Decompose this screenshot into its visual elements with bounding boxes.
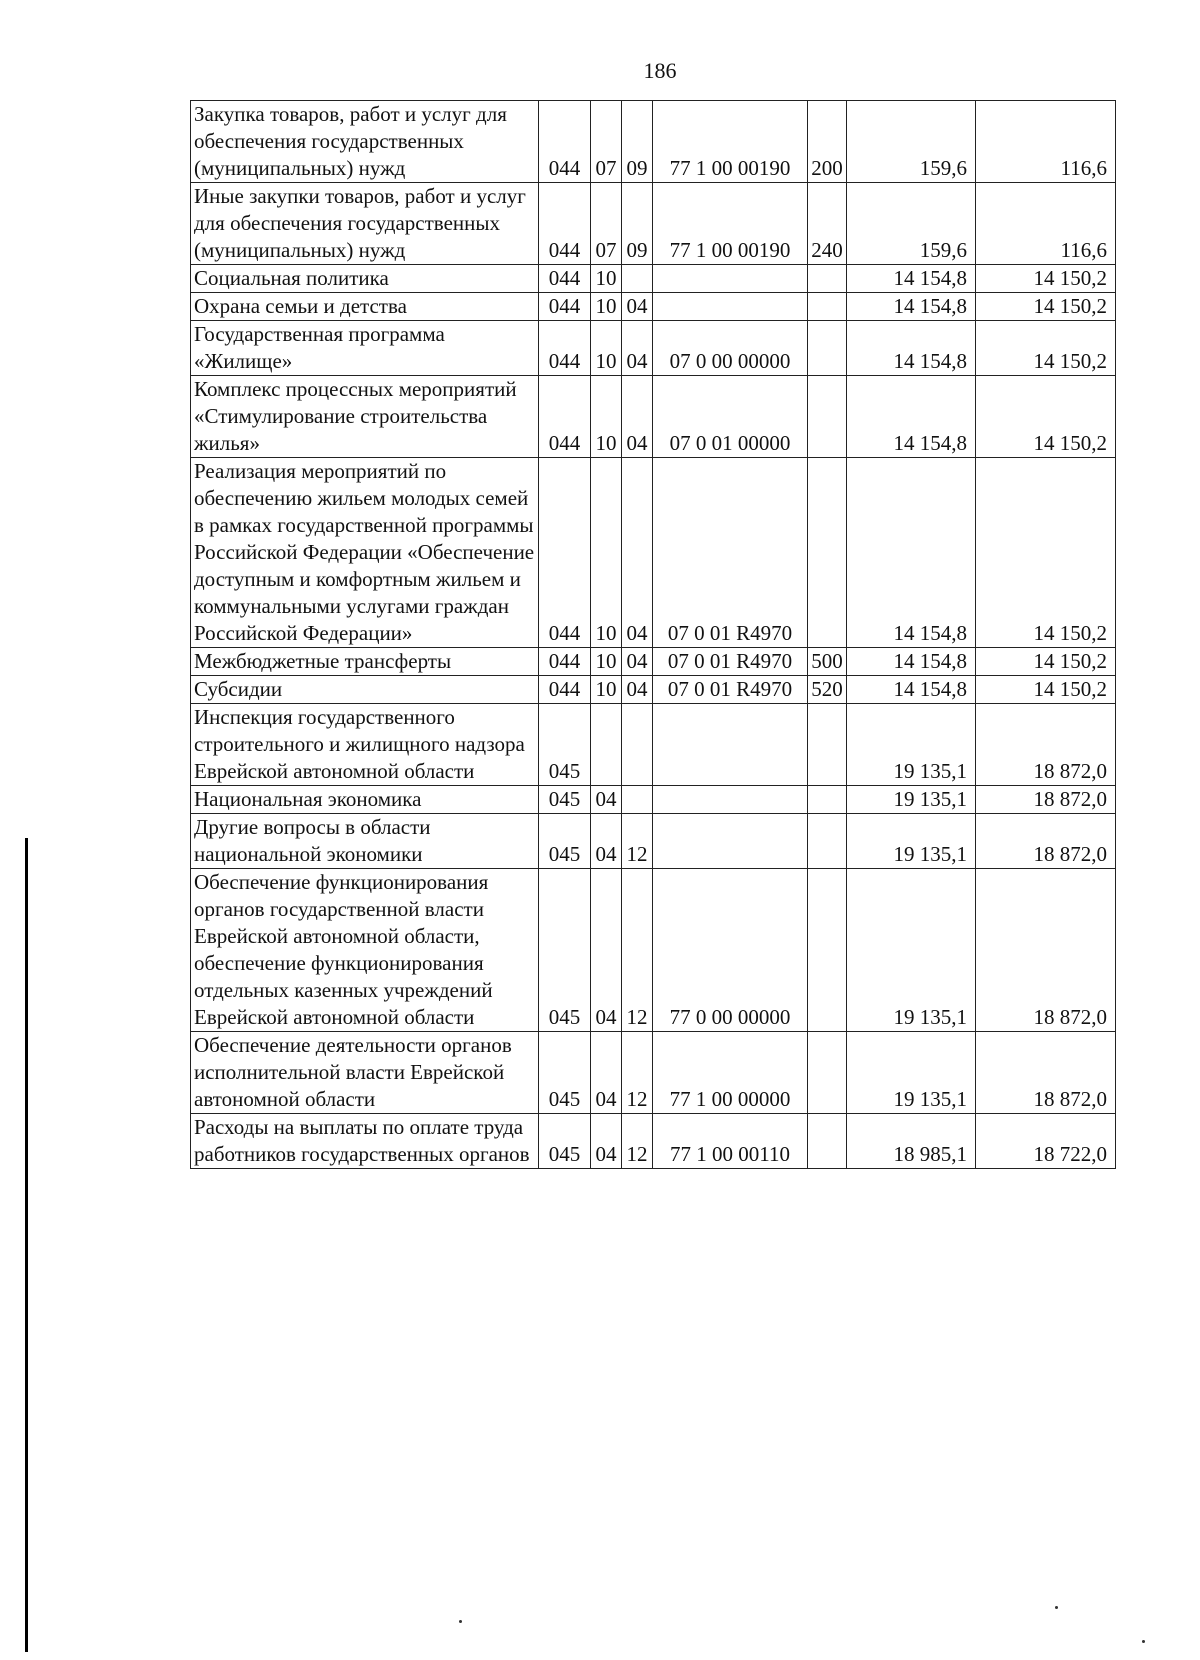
- row-code-cell: 044: [539, 321, 591, 376]
- row-target-article-cell: 07 0 01 R4970: [653, 648, 808, 676]
- row-subsection-cell: 04: [622, 648, 653, 676]
- row-name-cell: Иные закупки товаров, работ и услуг для обеспечения государственных (муниципальных) нужд: [191, 183, 539, 265]
- row-name-cell: Расходы на выплаты по оплате труда работников государственных органов: [191, 1114, 539, 1169]
- row-target-article-cell: [653, 293, 808, 321]
- row-amount-1-cell: 18 985,1: [847, 1114, 976, 1169]
- row-section-cell: 10: [591, 376, 622, 458]
- row-amount-1-cell: 19 135,1: [847, 869, 976, 1032]
- row-name-cell: Реализация мероприятий по обеспечению жильем молодых семей в рамках государственной программы Российской Федерации «Обеспечение доступным и комфортным жильем и коммунальными услугами граждан Российской Федерации»: [191, 458, 539, 648]
- row-section-cell: 10: [591, 293, 622, 321]
- row-section-cell: 07: [591, 183, 622, 265]
- table-row: [191, 101, 1116, 183]
- table-row: [191, 786, 1116, 814]
- row-target-article-cell: 07 0 00 00000: [653, 321, 808, 376]
- row-expense-type-cell: 520: [808, 676, 847, 704]
- row-section-cell: 10: [591, 265, 622, 293]
- row-amount-2-cell: 14 150,2: [976, 376, 1116, 458]
- row-expense-type-cell: 200: [808, 101, 847, 183]
- row-name-cell: Социальная политика: [191, 265, 539, 293]
- row-code-cell: 045: [539, 1114, 591, 1169]
- row-amount-1-cell: 14 154,8: [847, 676, 976, 704]
- row-name-cell: Межбюджетные трансферты: [191, 648, 539, 676]
- row-section-cell: 10: [591, 676, 622, 704]
- row-section-cell: [591, 704, 622, 786]
- row-expense-type-cell: [808, 869, 847, 1032]
- row-amount-1-cell: 19 135,1: [847, 814, 976, 869]
- table-row: [191, 293, 1116, 321]
- row-amount-1-cell: 19 135,1: [847, 704, 976, 786]
- row-subsection-cell: 04: [622, 376, 653, 458]
- row-expense-type-cell: 240: [808, 183, 847, 265]
- row-subsection-cell: 12: [622, 1114, 653, 1169]
- row-section-cell: 10: [591, 321, 622, 376]
- row-code-cell: 045: [539, 869, 591, 1032]
- row-amount-2-cell: 14 150,2: [976, 321, 1116, 376]
- row-amount-2-cell: 14 150,2: [976, 458, 1116, 648]
- table-row: [191, 869, 1116, 1032]
- row-code-cell: 044: [539, 648, 591, 676]
- row-name-cell: Государственная программа «Жилище»: [191, 321, 539, 376]
- row-amount-1-cell: 19 135,1: [847, 786, 976, 814]
- row-subsection-cell: 09: [622, 101, 653, 183]
- table-row: [191, 321, 1116, 376]
- row-section-cell: 10: [591, 458, 622, 648]
- row-target-article-cell: 07 0 01 R4970: [653, 676, 808, 704]
- row-subsection-cell: [622, 265, 653, 293]
- row-target-article-cell: 07 0 01 R4970: [653, 458, 808, 648]
- row-section-cell: 04: [591, 1114, 622, 1169]
- table-row: [191, 458, 1116, 648]
- row-amount-1-cell: 19 135,1: [847, 1032, 976, 1114]
- row-section-cell: 10: [591, 648, 622, 676]
- row-target-article-cell: 77 1 00 00190: [653, 183, 808, 265]
- row-name-cell: Инспекция государственного строительного и жилищного надзора Еврейской автономной области: [191, 704, 539, 786]
- row-target-article-cell: 77 1 00 00190: [653, 101, 808, 183]
- row-expense-type-cell: [808, 376, 847, 458]
- row-section-cell: 04: [591, 1032, 622, 1114]
- row-target-article-cell: 77 1 00 00110: [653, 1114, 808, 1169]
- table-row: [191, 704, 1116, 786]
- row-target-article-cell: 77 0 00 00000: [653, 869, 808, 1032]
- row-subsection-cell: 09: [622, 183, 653, 265]
- table-row: [191, 183, 1116, 265]
- row-code-cell: 044: [539, 676, 591, 704]
- row-expense-type-cell: [808, 704, 847, 786]
- table-row: [191, 814, 1116, 869]
- row-code-cell: 045: [539, 704, 591, 786]
- row-amount-1-cell: 14 154,8: [847, 458, 976, 648]
- row-name-cell: Охрана семьи и детства: [191, 293, 539, 321]
- row-expense-type-cell: [808, 293, 847, 321]
- row-code-cell: 044: [539, 293, 591, 321]
- row-amount-2-cell: 18 872,0: [976, 1032, 1116, 1114]
- row-target-article-cell: 77 1 00 00000: [653, 1032, 808, 1114]
- row-amount-1-cell: 14 154,8: [847, 265, 976, 293]
- scan-speck: [459, 1620, 462, 1623]
- row-amount-1-cell: 159,6: [847, 183, 976, 265]
- row-amount-2-cell: 18 872,0: [976, 814, 1116, 869]
- row-amount-2-cell: 14 150,2: [976, 648, 1116, 676]
- row-expense-type-cell: [808, 786, 847, 814]
- row-amount-2-cell: 14 150,2: [976, 293, 1116, 321]
- row-section-cell: 04: [591, 814, 622, 869]
- row-code-cell: 044: [539, 183, 591, 265]
- row-name-cell: Другие вопросы в области национальной экономики: [191, 814, 539, 869]
- row-subsection-cell: 04: [622, 293, 653, 321]
- row-name-cell: Национальная экономика: [191, 786, 539, 814]
- table-row: [191, 676, 1116, 704]
- budget-table: [190, 100, 1116, 1169]
- row-amount-2-cell: 18 872,0: [976, 786, 1116, 814]
- row-subsection-cell: 12: [622, 869, 653, 1032]
- row-expense-type-cell: [808, 458, 847, 648]
- row-amount-1-cell: 14 154,8: [847, 321, 976, 376]
- row-code-cell: 044: [539, 265, 591, 293]
- row-name-cell: Субсидии: [191, 676, 539, 704]
- row-subsection-cell: 04: [622, 676, 653, 704]
- row-amount-2-cell: 18 722,0: [976, 1114, 1116, 1169]
- row-expense-type-cell: [808, 1114, 847, 1169]
- row-subsection-cell: 12: [622, 814, 653, 869]
- row-amount-2-cell: 14 150,2: [976, 676, 1116, 704]
- row-target-article-cell: [653, 265, 808, 293]
- row-subsection-cell: [622, 704, 653, 786]
- row-amount-1-cell: 14 154,8: [847, 376, 976, 458]
- row-target-article-cell: [653, 786, 808, 814]
- row-subsection-cell: 04: [622, 458, 653, 648]
- row-name-cell: Комплекс процессных мероприятий «Стимулирование строительства жилья»: [191, 376, 539, 458]
- row-expense-type-cell: [808, 321, 847, 376]
- row-amount-1-cell: 159,6: [847, 101, 976, 183]
- row-amount-2-cell: 116,6: [976, 183, 1116, 265]
- row-target-article-cell: [653, 814, 808, 869]
- scan-edge-line: [25, 838, 28, 1652]
- row-amount-2-cell: 14 150,2: [976, 265, 1116, 293]
- scan-speck: [1055, 1606, 1058, 1609]
- table-row: [191, 265, 1116, 293]
- row-section-cell: 04: [591, 869, 622, 1032]
- row-amount-1-cell: 14 154,8: [847, 293, 976, 321]
- row-expense-type-cell: [808, 265, 847, 293]
- row-section-cell: 07: [591, 101, 622, 183]
- row-section-cell: 04: [591, 786, 622, 814]
- row-amount-2-cell: 18 872,0: [976, 869, 1116, 1032]
- row-name-cell: Закупка товаров, работ и услуг для обеспечения государственных (муниципальных) нужд: [191, 101, 539, 183]
- row-code-cell: 045: [539, 814, 591, 869]
- row-subsection-cell: 12: [622, 1032, 653, 1114]
- row-code-cell: 045: [539, 786, 591, 814]
- row-expense-type-cell: [808, 1032, 847, 1114]
- row-code-cell: 044: [539, 101, 591, 183]
- row-amount-2-cell: 116,6: [976, 101, 1116, 183]
- row-code-cell: 045: [539, 1032, 591, 1114]
- page-number: 186: [643, 58, 677, 83]
- row-expense-type-cell: [808, 814, 847, 869]
- row-target-article-cell: [653, 704, 808, 786]
- table-body: [191, 101, 1116, 1169]
- row-subsection-cell: 04: [622, 321, 653, 376]
- row-name-cell: Обеспечение деятельности органов исполнительной власти Еврейской автономной области: [191, 1032, 539, 1114]
- row-expense-type-cell: 500: [808, 648, 847, 676]
- row-name-cell: Обеспечение функционирования органов государственной власти Еврейской автономной области, обеспечение функционирования отдельных казенных учреждений Еврейской автономной области: [191, 869, 539, 1032]
- scan-speck: [1142, 1640, 1145, 1643]
- row-code-cell: 044: [539, 376, 591, 458]
- table-row: [191, 648, 1116, 676]
- row-subsection-cell: [622, 786, 653, 814]
- row-code-cell: 044: [539, 458, 591, 648]
- row-amount-2-cell: 18 872,0: [976, 704, 1116, 786]
- table-row: [191, 1114, 1116, 1169]
- table-row: [191, 376, 1116, 458]
- table-row: [191, 1032, 1116, 1114]
- row-amount-1-cell: 14 154,8: [847, 648, 976, 676]
- row-target-article-cell: 07 0 01 00000: [653, 376, 808, 458]
